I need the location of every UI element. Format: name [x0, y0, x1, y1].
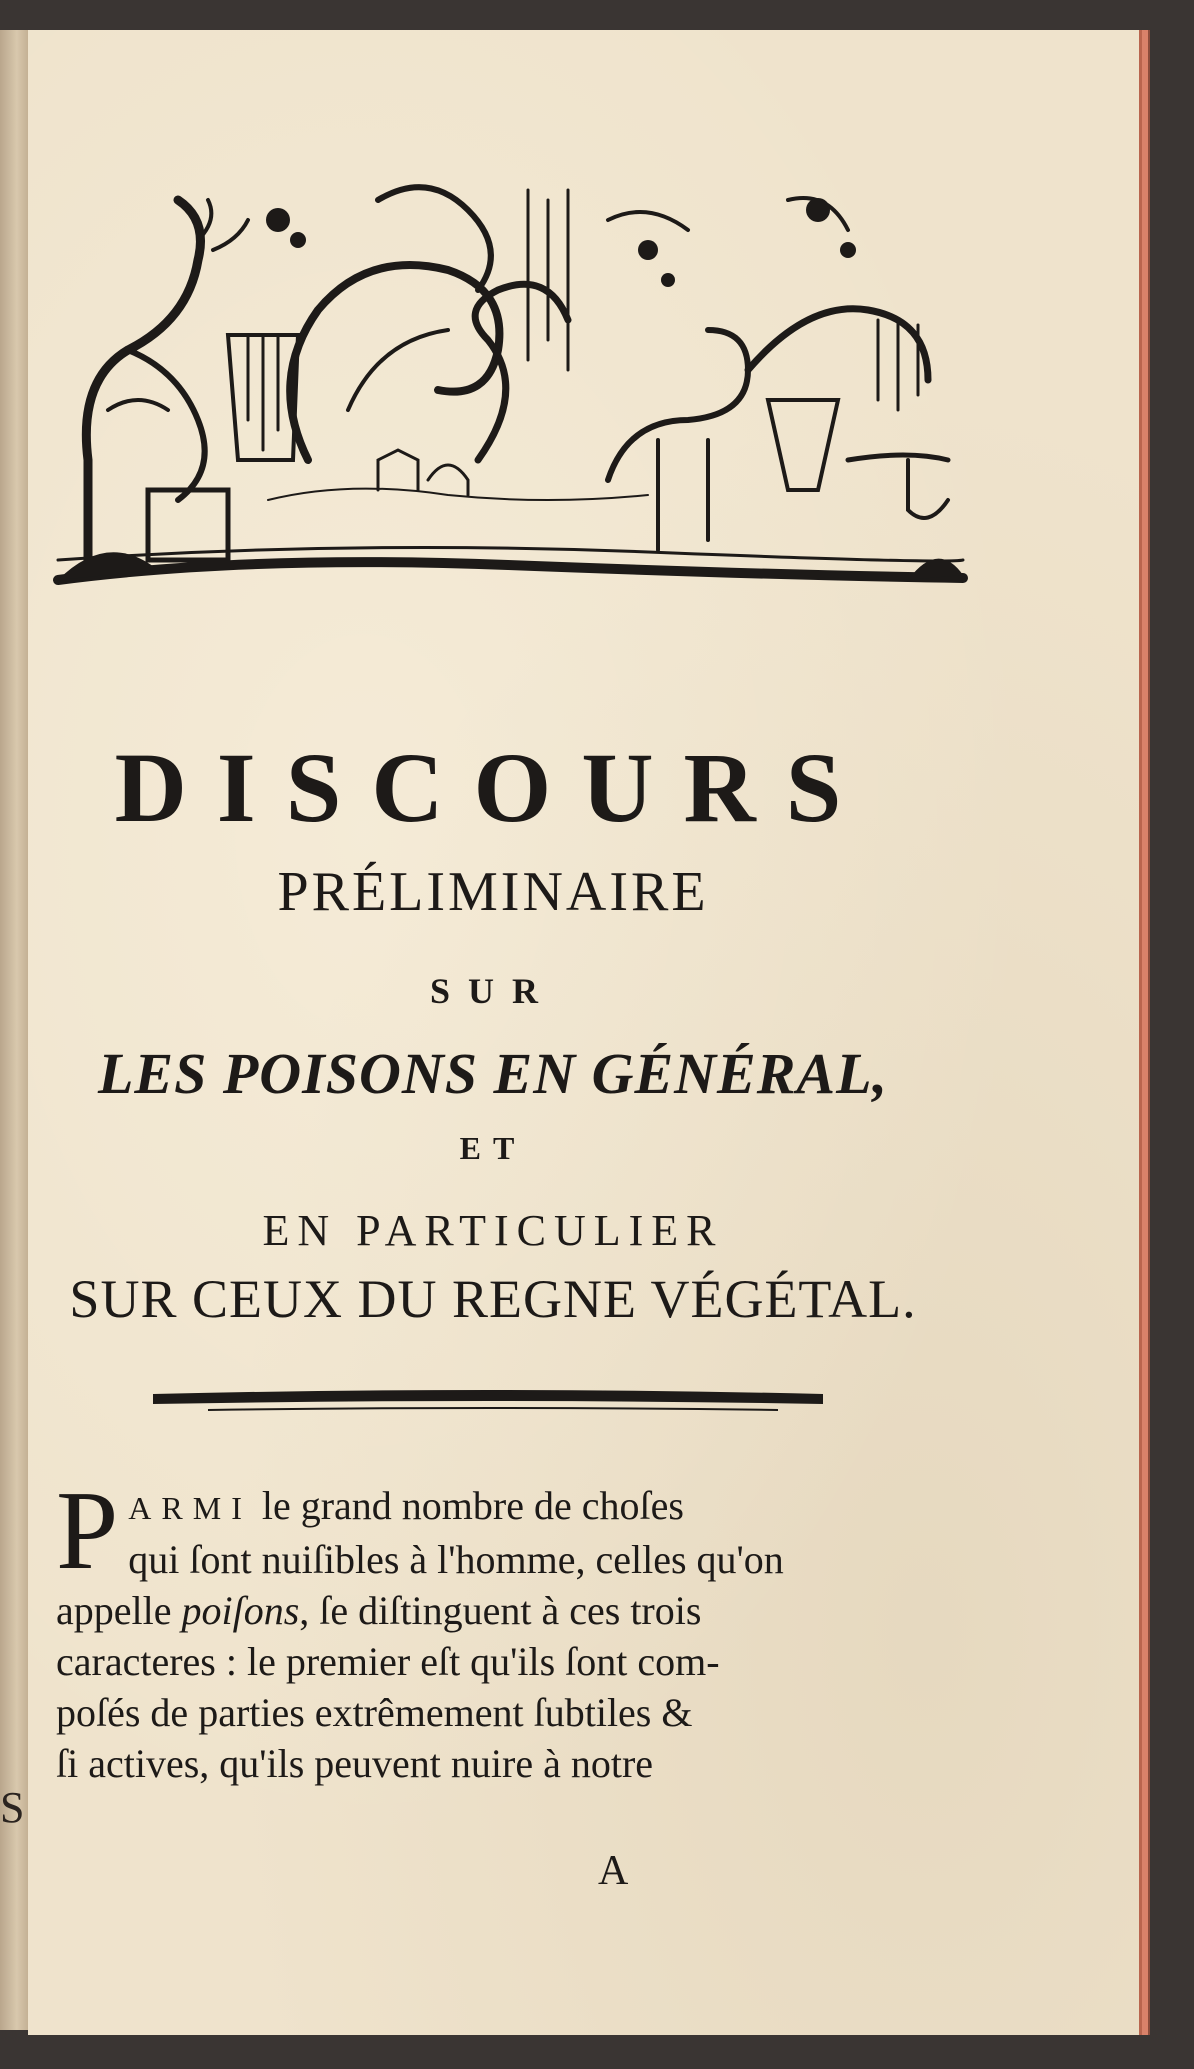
title-regne-vegetal: SUR CEUX DU REGNE VÉGÉTAL.: [69, 1269, 917, 1329]
signature-mark: A: [598, 1848, 629, 1894]
book-page: [28, 30, 1150, 2035]
italic-word-poisons: poiſons: [181, 1588, 300, 1633]
title-et: ET: [459, 1130, 527, 1166]
body-line-2: qui ſont nuiſibles à l'homme, celles qu'on: [128, 1537, 784, 1582]
body-line-3-a: appelle: [56, 1588, 182, 1633]
title-discours: DISCOURS: [114, 732, 872, 843]
left-page-edge: [0, 30, 28, 2030]
title-en-particulier: EN PARTICULIER: [262, 1206, 724, 1255]
smallcaps-word: ARMI: [128, 1490, 252, 1526]
body-line-3-b: , ſe diſtinguent à ces trois: [299, 1588, 702, 1633]
decorative-rule: [148, 1380, 828, 1420]
title-preliminaire: PRÉLIMINAIRE: [277, 861, 709, 923]
title-les-poisons: LES POISONS EN GÉNÉRAL,: [97, 1041, 889, 1106]
body-line-6: ſi actives, qu'ils peuvent nuire à notre: [56, 1741, 654, 1786]
drop-capital: P: [56, 1469, 119, 1593]
body-line-1-rest: le grand nombre de choſes: [251, 1483, 684, 1528]
edge-letter: S: [0, 1783, 25, 1832]
body-line-1: [56, 1480, 936, 1534]
body-line-4: caracteres : le premier eſt qu'ils ſont com-: [56, 1639, 720, 1684]
body-line-3: [56, 1585, 936, 1636]
engraved-headpiece-vignette: [48, 160, 973, 600]
body-paragraph: [56, 1469, 936, 1789]
title-sur: SUR: [429, 971, 557, 1011]
body-line-5: poſés de parties extrêmement ſubtiles &: [56, 1690, 693, 1735]
